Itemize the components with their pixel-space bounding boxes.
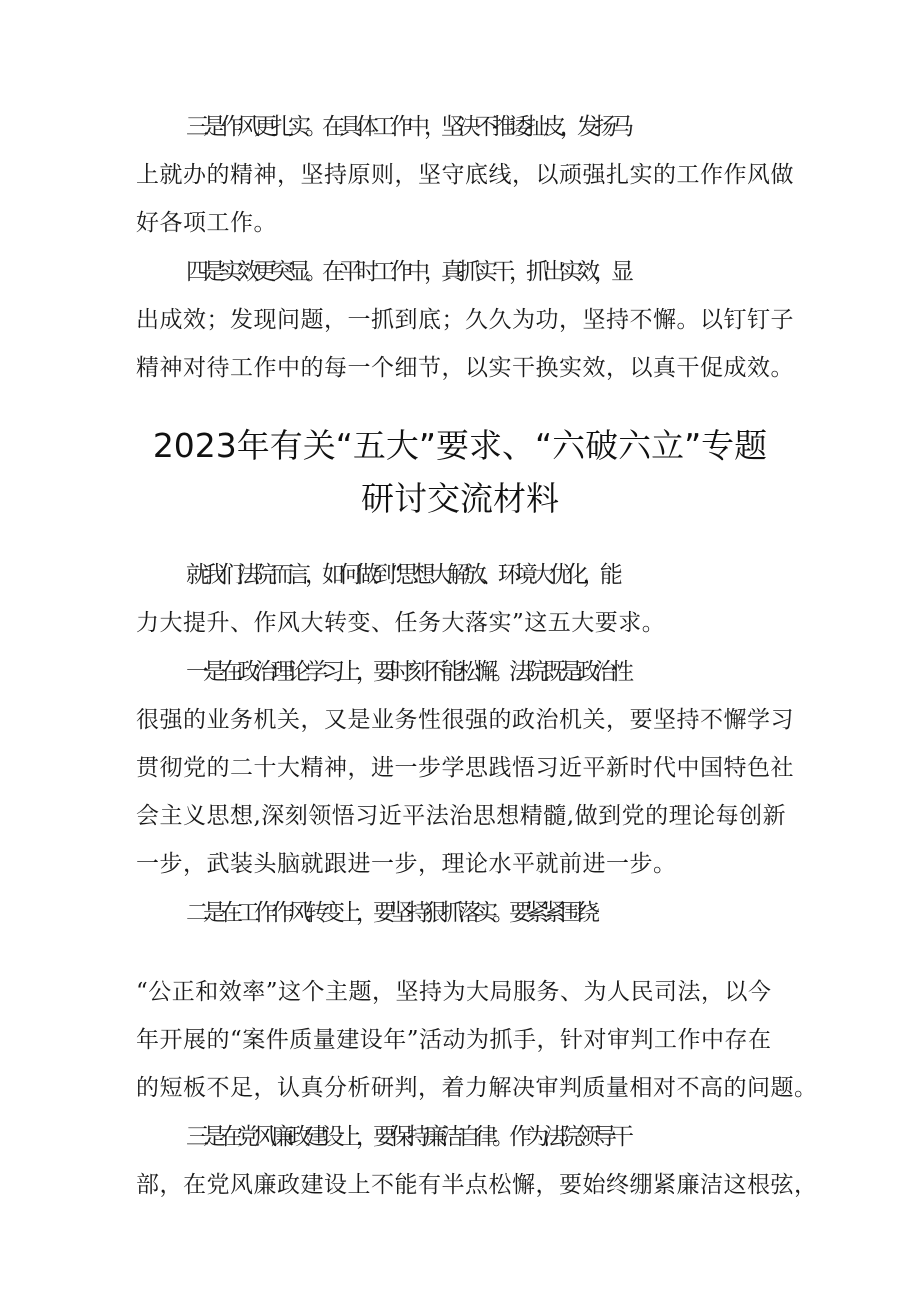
paragraph-line: 上就办的精神，坚持原则，坚守底线，以顽强扎实的工作作风做 [136,162,794,188]
body-line: 一是在政治理论学习上，要时刻不能松懈。法院既是政治性 [186,659,628,685]
body-line: 部，在党风廉政建设上不能有半点松懈，要始终绷紧廉洁这根弦， [136,1172,818,1198]
body-line: 一步，武装头脑就跟进一步，理论水平就前进一步。 [136,851,677,877]
body-line: 年开展的“案件质量建设年”活动为抓手，针对审判工作中存在 [136,1027,772,1053]
paragraph-line: 精神对待工作中的每一个细节，以实干换实效，以真干促成效。 [136,355,794,381]
paragraph-line: 好各项工作。 [136,210,277,236]
paragraph-line: 四是实效更突显。在平时工作中，真抓实干，抓出实效，显 [186,259,628,285]
body-line: 二是在工作作风转变上，要坚持狠抓落实。要紧紧围绕 [186,900,594,926]
body-line: “公正和效率”这个主题，坚持为大局服务、为人民司法，以今 [136,979,772,1005]
body-line: 力大提升、作风大转变、任务大落实”这五大要求。 [136,610,666,636]
paragraph-line: 三是作风更扎实。在具体工作中，坚决不推诿扯皮，发扬马 [186,114,628,140]
paragraph-line: 出成效；发现问题，一抓到底；久久为功，坚持不懈。以钉钉子 [136,307,794,333]
body-line: 贯彻党的二十大精神，进一步学思践悟习近平新时代中国特色社 [136,755,794,781]
body-line: 就我们法院而言，如何做到“思想大解放、环境大优化，能 [186,562,617,588]
body-line: 的短板不足，认真分析研判，着力解决审判质量相对不高的问题。 [136,1075,818,1101]
document-title-line-1: 2023年有关“五大”要求、“六破六立”专题 [152,426,768,465]
body-line: 三是在党风廉政建设上，要保持廉洁自律。作为法院领导干 [186,1124,628,1150]
body-line: 会主义思想,深刻领悟习近平法治思想精髓,做到党的理论每创新 [136,803,787,829]
body-line: 很强的业务机关，又是业务性很强的政治机关，要坚持不懈学习 [136,707,794,733]
document-title-line-2: 研讨交流材料 [361,479,559,518]
